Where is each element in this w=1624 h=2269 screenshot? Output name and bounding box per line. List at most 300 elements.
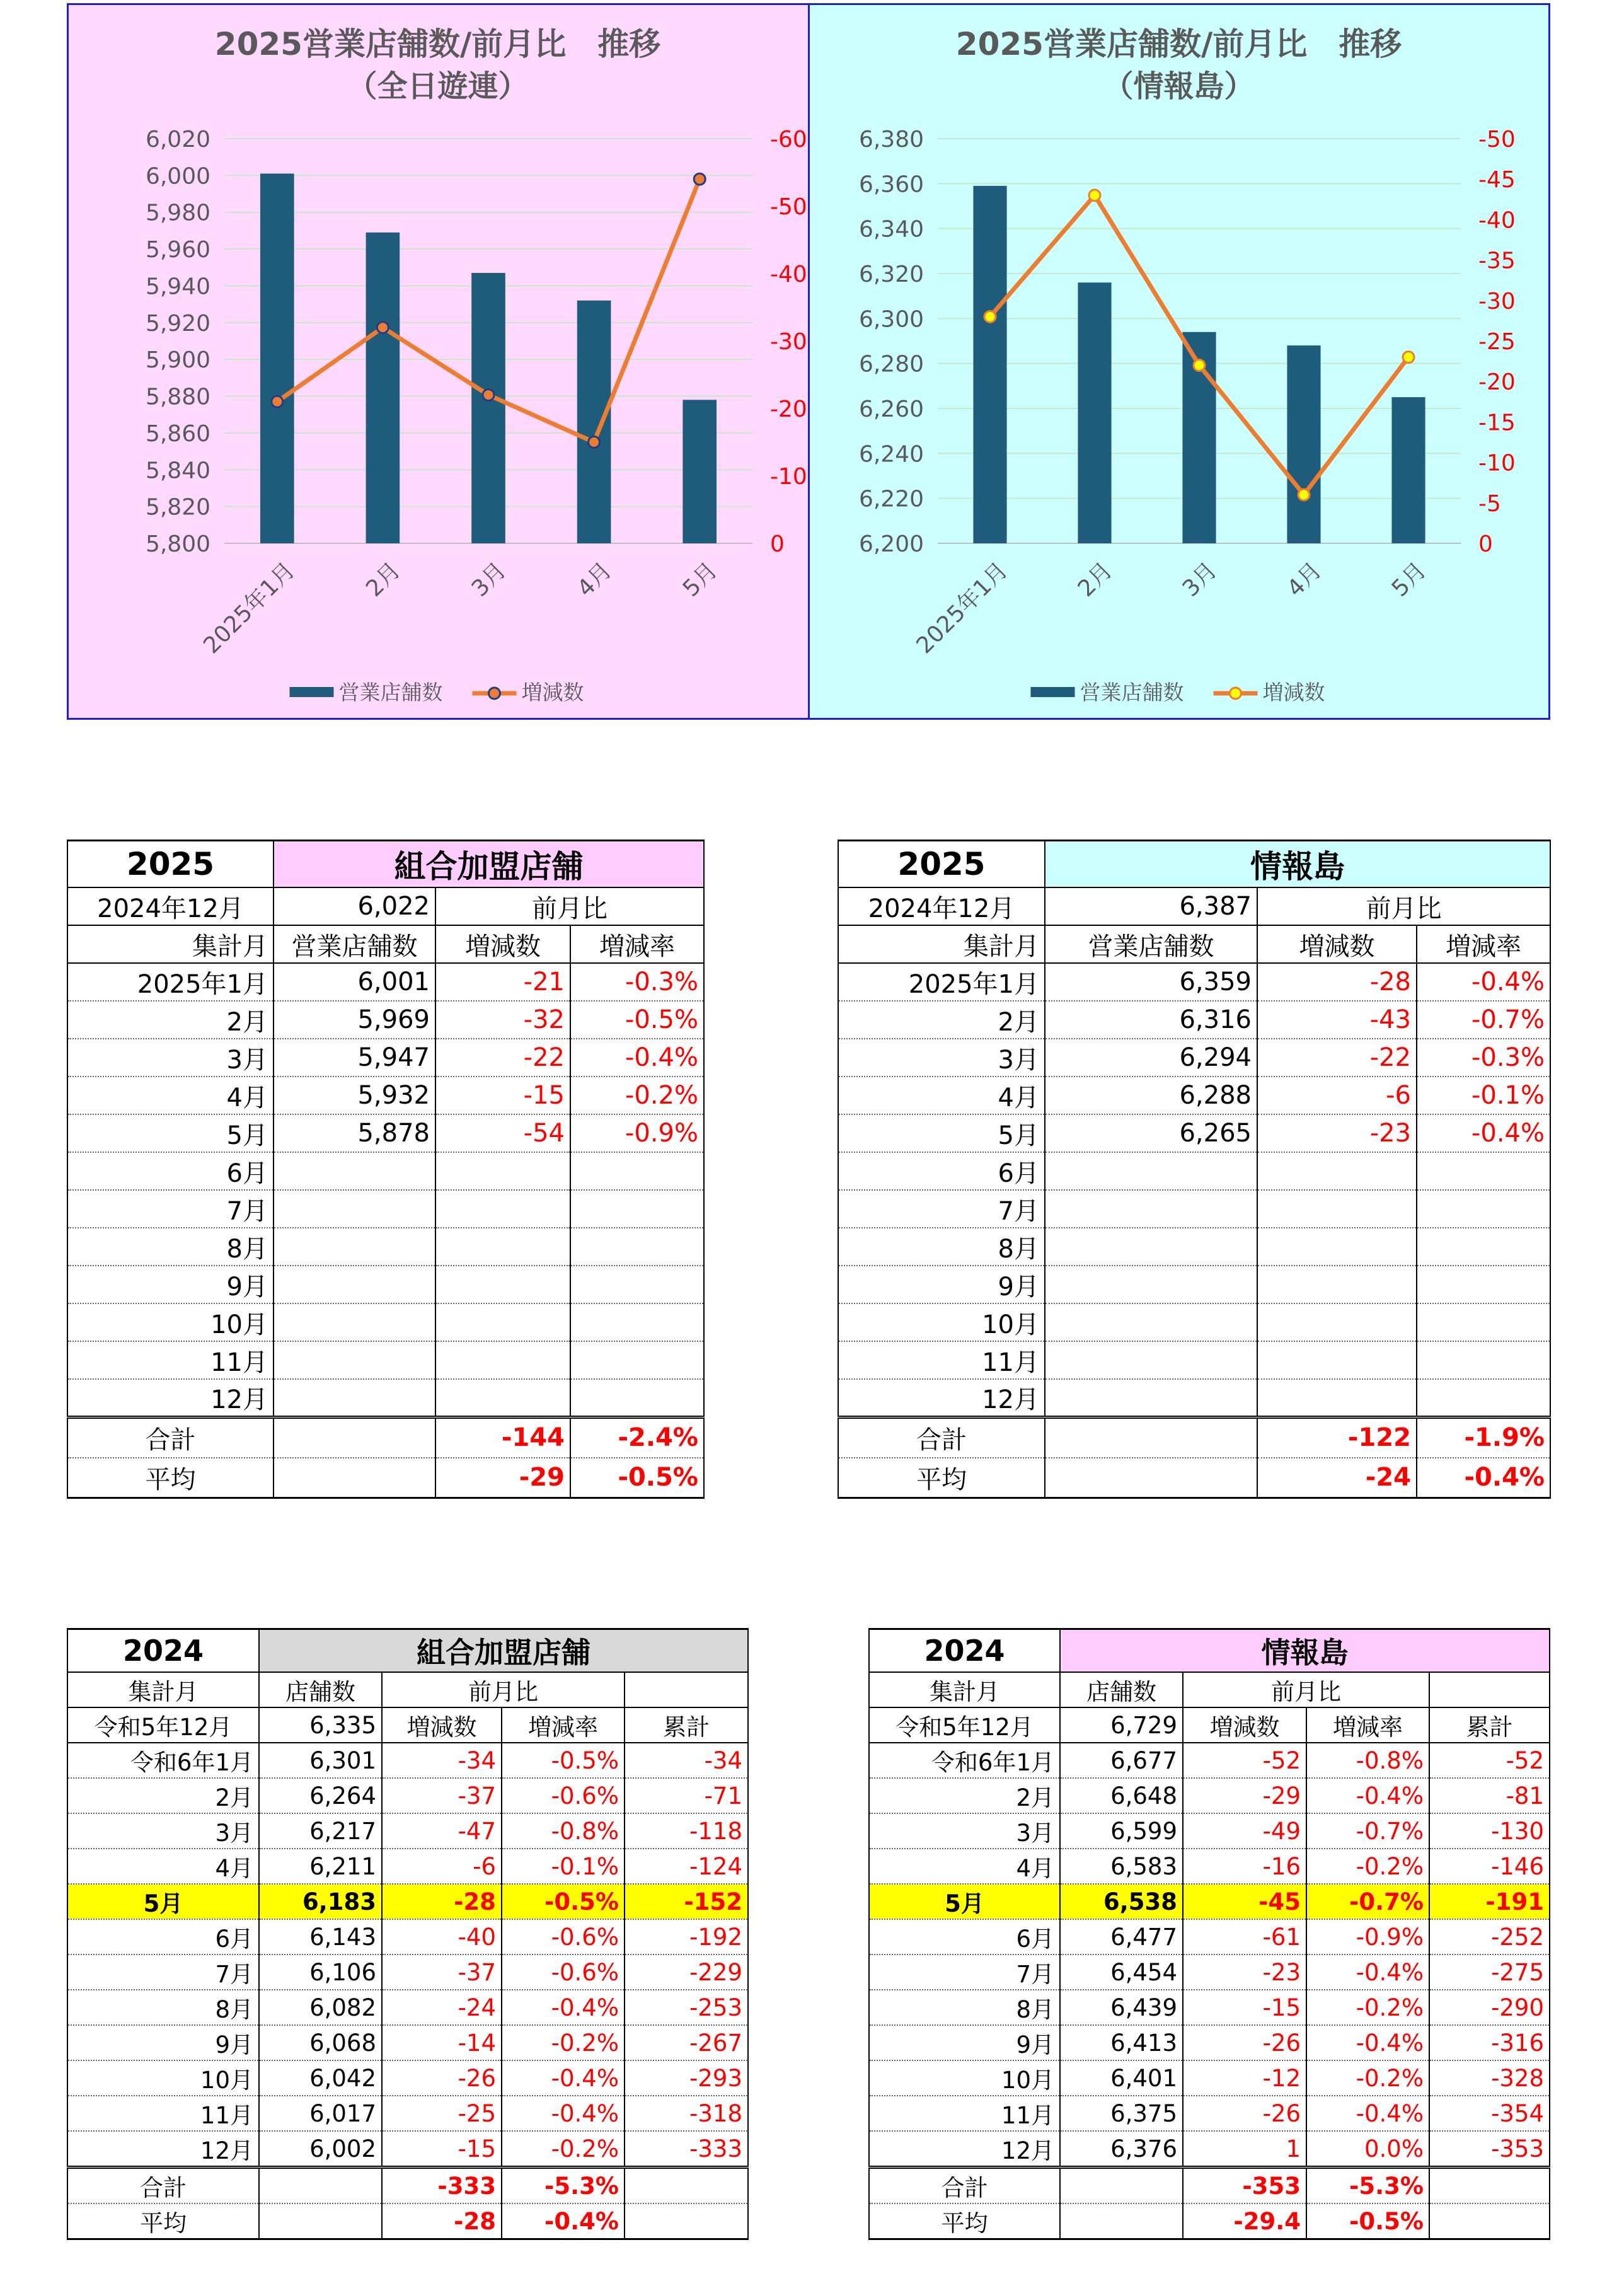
month-cell: 2025年1月 bbox=[838, 963, 1045, 1001]
month-cell: 2025年1月 bbox=[67, 963, 274, 1001]
table-2025-kumiai bbox=[67, 840, 705, 1499]
cumulative-cell: -34 bbox=[625, 1743, 748, 1778]
cumulative-cell: -353 bbox=[1429, 2131, 1550, 2168]
line-point bbox=[272, 396, 283, 407]
rate-cell: -0.9% bbox=[570, 1114, 704, 1152]
column-header: 営業店舗数 bbox=[1045, 925, 1257, 963]
month-cell: 8月 bbox=[67, 1228, 274, 1266]
month-cell: 6月 bbox=[67, 1152, 274, 1190]
month-cell: 2月 bbox=[67, 1001, 274, 1039]
table-row bbox=[838, 1001, 1550, 1039]
column-header: 増減数 bbox=[382, 1707, 502, 1743]
line-point bbox=[1403, 352, 1414, 363]
table-row bbox=[869, 1778, 1550, 1813]
rate-cell: -0.4% bbox=[570, 1039, 704, 1077]
rate-cell: -0.9% bbox=[1306, 1919, 1429, 1954]
store-count-cell bbox=[1045, 1190, 1257, 1228]
change-cell: -28 bbox=[1257, 963, 1417, 1001]
change-cell: -16 bbox=[1183, 1849, 1306, 1884]
change-cell: -49 bbox=[1183, 1813, 1306, 1849]
column-header: 集計月 bbox=[67, 925, 274, 963]
column-header bbox=[625, 1672, 748, 1707]
average-change: -28 bbox=[382, 2203, 502, 2239]
combo-chart-zennichi bbox=[67, 3, 809, 719]
total-row bbox=[67, 2168, 748, 2204]
month-cell: 3月 bbox=[869, 1813, 1060, 1849]
rate-cell bbox=[570, 1379, 704, 1417]
table-row bbox=[67, 1228, 704, 1266]
cumulative-cell: -191 bbox=[1429, 1884, 1550, 1919]
table-row bbox=[838, 1303, 1550, 1341]
average-label: 平均 bbox=[67, 1458, 274, 1498]
compare-label: 前月比 bbox=[1257, 887, 1550, 925]
table-row bbox=[67, 1884, 748, 1919]
cumulative-cell: -290 bbox=[1429, 1990, 1550, 2025]
store-count-cell: 6,648 bbox=[1060, 1778, 1183, 1813]
table-row bbox=[869, 1849, 1550, 1884]
chart-subtitle: （情報島） bbox=[1103, 69, 1255, 104]
change-cell bbox=[435, 1379, 570, 1417]
store-count-cell: 6,401 bbox=[1060, 2060, 1183, 2096]
average-blank bbox=[1060, 2203, 1183, 2239]
rate-cell: 0.0% bbox=[1306, 2131, 1429, 2168]
cumulative-cell: -316 bbox=[1429, 2025, 1550, 2060]
x-tick-label: 2月 bbox=[1073, 557, 1118, 603]
rate-cell: -0.2% bbox=[1306, 2060, 1429, 2096]
month-cell: 8月 bbox=[838, 1228, 1045, 1266]
table-row bbox=[838, 1379, 1550, 1417]
bar bbox=[1391, 397, 1425, 543]
change-cell: 1 bbox=[1183, 2131, 1306, 2168]
change-cell: -28 bbox=[382, 1884, 502, 1919]
total-rate: -5.3% bbox=[1306, 2168, 1429, 2204]
y-right-tick-label: -20 bbox=[770, 396, 807, 422]
rate-cell: -0.4% bbox=[502, 1990, 625, 2025]
year-label: 2025 bbox=[838, 841, 1045, 888]
table-row bbox=[67, 1379, 704, 1417]
y-right-tick-label: -40 bbox=[770, 262, 807, 287]
y-left-tick-label: 6,360 bbox=[858, 171, 924, 198]
cumulative-cell: -52 bbox=[1429, 1743, 1550, 1778]
month-cell: 12月 bbox=[67, 1379, 274, 1417]
total-row bbox=[67, 1417, 704, 1458]
table-row bbox=[67, 2131, 748, 2168]
change-cell: -14 bbox=[382, 2025, 502, 2060]
average-blank bbox=[259, 2203, 382, 2239]
rate-cell: -0.4% bbox=[1306, 2096, 1429, 2131]
base-month: 2024年12月 bbox=[838, 887, 1045, 925]
average-change: -24 bbox=[1257, 1458, 1417, 1498]
store-count-cell: 6,068 bbox=[259, 2025, 382, 2060]
rate-cell: -0.6% bbox=[502, 1778, 625, 1813]
table-row bbox=[869, 2096, 1550, 2131]
y-right-tick-label: -30 bbox=[770, 329, 807, 355]
group-label: 組合加盟店舗 bbox=[259, 1629, 748, 1673]
rate-cell bbox=[1417, 1266, 1550, 1303]
table-row bbox=[838, 963, 1550, 1001]
store-count-cell: 6,288 bbox=[1045, 1077, 1257, 1114]
y-right-tick-label: -40 bbox=[1478, 207, 1516, 234]
base-row bbox=[869, 1707, 1550, 1743]
line-point bbox=[1089, 190, 1100, 201]
change-cell: -43 bbox=[1257, 1001, 1417, 1039]
legend-label-bar: 営業店舗数 bbox=[1080, 680, 1184, 705]
y-right-tick-label: -50 bbox=[770, 194, 807, 220]
table-row bbox=[67, 963, 704, 1001]
change-cell bbox=[435, 1303, 570, 1341]
table-row bbox=[869, 2025, 1550, 2060]
month-cell: 10月 bbox=[869, 2060, 1060, 2096]
store-count-cell: 6,264 bbox=[259, 1778, 382, 1813]
month-cell: 10月 bbox=[67, 2060, 259, 2096]
column-header: 増減率 bbox=[570, 925, 704, 963]
group-label: 組合加盟店舗 bbox=[274, 841, 704, 888]
month-cell: 6月 bbox=[869, 1919, 1060, 1954]
rate-cell bbox=[1417, 1152, 1550, 1190]
month-cell: 9月 bbox=[67, 1266, 274, 1303]
rate-cell: -0.8% bbox=[1306, 1743, 1429, 1778]
rate-cell bbox=[1417, 1379, 1550, 1417]
y-left-tick-label: 6,200 bbox=[858, 531, 924, 557]
cumulative-cell: -354 bbox=[1429, 2096, 1550, 2131]
store-count-cell bbox=[1045, 1303, 1257, 1341]
store-count-cell: 6,316 bbox=[1045, 1001, 1257, 1039]
month-cell: 9月 bbox=[838, 1266, 1045, 1303]
base-value: 6,335 bbox=[259, 1707, 382, 1743]
y-left-tick-label: 6,020 bbox=[145, 127, 210, 153]
total-blank bbox=[1060, 2168, 1183, 2204]
store-count-cell: 6,376 bbox=[1060, 2131, 1183, 2168]
change-cell: -22 bbox=[1257, 1039, 1417, 1077]
table-title-row bbox=[869, 1629, 1550, 1673]
change-cell: -45 bbox=[1183, 1884, 1306, 1919]
x-tick-label: 2025年1月 bbox=[911, 557, 1013, 659]
store-count-cell: 6,583 bbox=[1060, 1849, 1183, 1884]
total-blank bbox=[274, 1417, 435, 1458]
change-cell: -29 bbox=[1183, 1778, 1306, 1813]
column-header: 店舗数 bbox=[1060, 1672, 1183, 1707]
store-count-cell: 6,599 bbox=[1060, 1813, 1183, 1849]
store-count-cell: 6,001 bbox=[274, 963, 435, 1001]
y-right-tick-label: 0 bbox=[1478, 531, 1493, 557]
column-header: 前月比 bbox=[1183, 1672, 1429, 1707]
month-cell: 12月 bbox=[67, 2131, 259, 2168]
column-header: 増減率 bbox=[502, 1707, 625, 1743]
rate-cell: -0.4% bbox=[1417, 963, 1550, 1001]
cumulative-cell: -152 bbox=[625, 1884, 748, 1919]
change-cell: -37 bbox=[382, 1778, 502, 1813]
chart-title: 2025営業店舗数/前月比 推移 bbox=[214, 26, 661, 62]
table-row bbox=[67, 1001, 704, 1039]
y-left-tick-label: 5,800 bbox=[145, 531, 210, 557]
total-rate: -2.4% bbox=[570, 1417, 704, 1458]
month-cell: 7月 bbox=[838, 1190, 1045, 1228]
store-count-cell bbox=[274, 1379, 435, 1417]
cumulative-cell: -328 bbox=[1429, 2060, 1550, 2096]
average-change: -29 bbox=[435, 1458, 570, 1498]
table-row bbox=[838, 1114, 1550, 1152]
cumulative-cell: -252 bbox=[1429, 1919, 1550, 1954]
legend-label-line: 増減数 bbox=[1262, 680, 1325, 705]
y-left-tick-label: 6,320 bbox=[858, 262, 924, 287]
average-row bbox=[67, 2203, 748, 2239]
y-left-tick-label: 5,820 bbox=[145, 494, 210, 521]
table-row bbox=[67, 1919, 748, 1954]
rate-cell: -0.4% bbox=[502, 2096, 625, 2131]
group-label: 情報島 bbox=[1060, 1629, 1550, 1673]
y-right-tick-label: -60 bbox=[770, 127, 807, 153]
rate-cell: -0.5% bbox=[502, 1743, 625, 1778]
month-cell: 5月 bbox=[67, 1114, 274, 1152]
rate-cell bbox=[1417, 1228, 1550, 1266]
total-blank bbox=[1045, 1417, 1257, 1458]
store-count-cell: 6,002 bbox=[259, 2131, 382, 2168]
base-month: 令和5年12月 bbox=[869, 1707, 1060, 1743]
month-cell: 2月 bbox=[67, 1778, 259, 1813]
y-left-tick-label: 5,900 bbox=[145, 347, 210, 374]
cumulative-cell: -253 bbox=[625, 1990, 748, 2025]
y-right-tick-label: -10 bbox=[1478, 450, 1516, 476]
bar bbox=[260, 173, 294, 543]
base-row bbox=[67, 1707, 748, 1743]
store-count-cell: 6,294 bbox=[1045, 1039, 1257, 1077]
rate-cell bbox=[570, 1266, 704, 1303]
total-rate: -5.3% bbox=[502, 2168, 625, 2204]
rate-cell bbox=[570, 1152, 704, 1190]
year-label: 2024 bbox=[67, 1629, 259, 1673]
table-title-row bbox=[67, 1629, 748, 1673]
table-row bbox=[869, 1743, 1550, 1778]
column-header: 店舗数 bbox=[259, 1672, 382, 1707]
table-row bbox=[869, 1813, 1550, 1849]
store-count-cell bbox=[274, 1266, 435, 1303]
month-cell: 4月 bbox=[67, 1077, 274, 1114]
store-count-cell: 6,359 bbox=[1045, 963, 1257, 1001]
bar bbox=[471, 273, 505, 543]
cumulative-cell: -118 bbox=[625, 1813, 748, 1849]
bar bbox=[973, 186, 1006, 543]
month-cell: 令和6年1月 bbox=[869, 1743, 1060, 1778]
table-row bbox=[869, 1884, 1550, 1919]
average-blank bbox=[1045, 1458, 1257, 1498]
x-tick-label: 5月 bbox=[677, 557, 723, 603]
change-cell: -26 bbox=[382, 2060, 502, 2096]
store-count-cell bbox=[274, 1190, 435, 1228]
total-cumulative-blank bbox=[1429, 2168, 1550, 2204]
table-row bbox=[869, 1954, 1550, 1990]
column-header bbox=[1429, 1672, 1550, 1707]
average-row bbox=[67, 1458, 704, 1498]
y-right-tick-label: -45 bbox=[1478, 167, 1516, 193]
y-left-tick-label: 6,220 bbox=[858, 486, 924, 512]
total-label: 合計 bbox=[67, 1417, 274, 1458]
average-cumulative-blank bbox=[1429, 2203, 1550, 2239]
store-count-cell bbox=[1045, 1152, 1257, 1190]
table-row bbox=[67, 1954, 748, 1990]
y-right-tick-label: -35 bbox=[1478, 248, 1516, 274]
y-right-tick-label: -50 bbox=[1478, 127, 1516, 153]
y-left-tick-label: 6,340 bbox=[858, 216, 924, 243]
table-row bbox=[67, 1077, 704, 1114]
table-row bbox=[67, 1778, 748, 1813]
month-cell: 9月 bbox=[869, 2025, 1060, 2060]
column-header: 集計月 bbox=[869, 1672, 1060, 1707]
y-left-tick-label: 6,280 bbox=[858, 351, 924, 378]
rate-cell: -0.3% bbox=[570, 963, 704, 1001]
month-cell: 7月 bbox=[67, 1190, 274, 1228]
header-row bbox=[67, 925, 704, 963]
month-cell: 4月 bbox=[869, 1849, 1060, 1884]
change-cell: -23 bbox=[1183, 1954, 1306, 1990]
store-count-cell bbox=[1045, 1266, 1257, 1303]
change-cell bbox=[1257, 1303, 1417, 1341]
rate-cell: -0.3% bbox=[1417, 1039, 1550, 1077]
charts-divider bbox=[808, 3, 810, 720]
bar bbox=[577, 301, 611, 543]
table-row bbox=[67, 1114, 704, 1152]
cumulative-cell: -146 bbox=[1429, 1849, 1550, 1884]
line-point bbox=[1194, 360, 1205, 371]
change-cell bbox=[1257, 1341, 1417, 1379]
x-tick-label: 3月 bbox=[466, 557, 512, 603]
rate-cell: -0.7% bbox=[1306, 1813, 1429, 1849]
month-cell: 11月 bbox=[67, 2096, 259, 2131]
average-cumulative-blank bbox=[625, 2203, 748, 2239]
store-count-cell: 6,042 bbox=[259, 2060, 382, 2096]
table-row bbox=[67, 1152, 704, 1190]
rate-cell bbox=[570, 1303, 704, 1341]
legend-bar-swatch bbox=[1031, 687, 1075, 697]
y-left-tick-label: 5,920 bbox=[145, 310, 210, 337]
cumulative-cell: -71 bbox=[625, 1778, 748, 1813]
total-cumulative-blank bbox=[625, 2168, 748, 2204]
total-label: 合計 bbox=[67, 2168, 259, 2204]
table-row bbox=[67, 2096, 748, 2131]
change-cell: -26 bbox=[1183, 2096, 1306, 2131]
year-label: 2025 bbox=[67, 841, 274, 888]
line-point bbox=[694, 173, 705, 185]
change-cell bbox=[435, 1152, 570, 1190]
total-label: 合計 bbox=[838, 1417, 1045, 1458]
table-row bbox=[67, 1813, 748, 1849]
store-count-cell bbox=[1045, 1341, 1257, 1379]
month-cell: 7月 bbox=[869, 1954, 1060, 1990]
month-cell: 9月 bbox=[67, 2025, 259, 2060]
average-rate: -0.4% bbox=[1417, 1458, 1550, 1498]
table-2024-johojima bbox=[868, 1628, 1550, 2240]
line-point bbox=[483, 390, 494, 401]
average-rate: -0.5% bbox=[1306, 2203, 1429, 2239]
bar bbox=[1078, 282, 1111, 543]
legend-label-bar: 営業店舗数 bbox=[338, 680, 443, 705]
line-point bbox=[984, 311, 996, 322]
rate-cell: -0.4% bbox=[502, 2060, 625, 2096]
legend-line-marker bbox=[489, 688, 500, 699]
rate-cell bbox=[570, 1190, 704, 1228]
header-row bbox=[67, 1672, 748, 1707]
month-cell: 6月 bbox=[838, 1152, 1045, 1190]
change-cell: -12 bbox=[1183, 2060, 1306, 2096]
month-cell: 3月 bbox=[67, 1039, 274, 1077]
average-label: 平均 bbox=[838, 1458, 1045, 1498]
table-row bbox=[838, 1228, 1550, 1266]
change-cell: -47 bbox=[382, 1813, 502, 1849]
change-cell: -23 bbox=[1257, 1114, 1417, 1152]
y-left-tick-label: 5,860 bbox=[145, 420, 210, 447]
table-row bbox=[67, 1190, 704, 1228]
month-cell: 6月 bbox=[67, 1919, 259, 1954]
change-cell: -54 bbox=[435, 1114, 570, 1152]
table-row bbox=[869, 2131, 1550, 2168]
rate-cell: -0.2% bbox=[570, 1077, 704, 1114]
change-cell: -15 bbox=[382, 2131, 502, 2168]
table-row bbox=[838, 1341, 1550, 1379]
store-count-cell: 5,932 bbox=[274, 1077, 435, 1114]
table-row bbox=[67, 1303, 704, 1341]
change-cell bbox=[435, 1266, 570, 1303]
y-right-tick-label: -10 bbox=[770, 464, 807, 490]
total-change: -353 bbox=[1183, 2168, 1306, 2204]
change-cell: -21 bbox=[435, 963, 570, 1001]
rate-cell: -0.4% bbox=[1306, 1954, 1429, 1990]
store-count-cell: 5,947 bbox=[274, 1039, 435, 1077]
total-row bbox=[838, 1417, 1550, 1458]
month-cell: 10月 bbox=[838, 1303, 1045, 1341]
month-cell: 11月 bbox=[838, 1341, 1045, 1379]
table-row bbox=[67, 1341, 704, 1379]
chart-subtitle: （全日遊連） bbox=[347, 69, 529, 104]
total-label: 合計 bbox=[869, 2168, 1060, 2204]
y-left-tick-label: 6,240 bbox=[858, 441, 924, 468]
change-cell: -26 bbox=[1183, 2025, 1306, 2060]
rate-cell: -0.2% bbox=[1306, 1849, 1429, 1884]
total-change: -144 bbox=[435, 1417, 570, 1458]
table-row bbox=[67, 2060, 748, 2096]
x-tick-label: 3月 bbox=[1177, 557, 1223, 603]
cumulative-cell: -229 bbox=[625, 1954, 748, 1990]
average-blank bbox=[274, 1458, 435, 1498]
y-left-tick-label: 6,380 bbox=[858, 127, 924, 153]
rate-cell bbox=[570, 1341, 704, 1379]
rate-cell bbox=[570, 1228, 704, 1266]
total-row bbox=[869, 2168, 1550, 2204]
change-cell: -15 bbox=[1183, 1990, 1306, 2025]
rate-cell: -0.7% bbox=[1306, 1884, 1429, 1919]
month-cell: 7月 bbox=[67, 1954, 259, 1990]
base-month: 2024年12月 bbox=[67, 887, 274, 925]
average-rate: -0.4% bbox=[502, 2203, 625, 2239]
store-count-cell bbox=[274, 1228, 435, 1266]
store-count-cell bbox=[274, 1152, 435, 1190]
bar bbox=[682, 400, 717, 543]
group-label: 情報島 bbox=[1045, 841, 1550, 888]
table-row bbox=[67, 1743, 748, 1778]
y-left-tick-label: 6,300 bbox=[858, 306, 924, 333]
legend-label-line: 増減数 bbox=[521, 680, 584, 705]
table-title-row bbox=[67, 841, 704, 888]
y-right-tick-label: -15 bbox=[1478, 410, 1516, 436]
base-value: 6,729 bbox=[1060, 1707, 1183, 1743]
total-blank bbox=[259, 2168, 382, 2204]
header-row bbox=[838, 925, 1550, 963]
cumulative-cell: -130 bbox=[1429, 1813, 1550, 1849]
store-count-cell: 6,413 bbox=[1060, 2025, 1183, 2060]
x-tick-label: 4月 bbox=[1282, 557, 1327, 603]
total-rate: -1.9% bbox=[1417, 1417, 1550, 1458]
table-row bbox=[67, 1990, 748, 2025]
bar bbox=[366, 233, 400, 543]
x-tick-label: 2月 bbox=[361, 557, 406, 603]
